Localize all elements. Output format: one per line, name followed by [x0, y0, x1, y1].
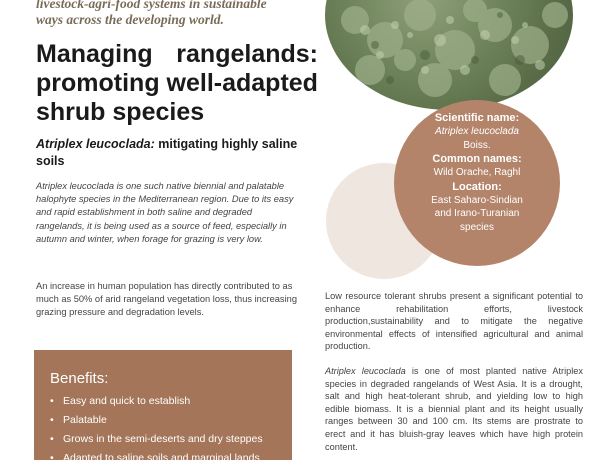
subtitle-rest: mitigating highly saline soils: [36, 137, 298, 168]
title-line-1: [36, 40, 318, 69]
scientific-name-value: Atriplex leucoclada: [435, 126, 519, 137]
scientific-name-author: Boiss.: [463, 139, 491, 151]
common-names-label: Common names:: [432, 153, 522, 165]
benefits-item: • Grows in the semi-deserts and dry steppes: [50, 430, 286, 449]
species-info-content: [394, 111, 560, 234]
common-names-value: Wild Orache, Raghl: [433, 167, 521, 178]
population-paragraph: An increase in human population has directly contributed to as much as 50% of arid rangeland vegetation loss, thus increasing grazing pressure and degradation levels.: [36, 281, 297, 318]
title-word-rangelands: rangelands:: [176, 40, 318, 68]
shrub-foliage-image: [325, 0, 573, 110]
subtitle-species: Atriplex leucoclada:: [36, 137, 155, 151]
benefits-item: • Palatable: [50, 411, 286, 430]
right-column-paragraph-2: [325, 365, 583, 453]
benefits-box: [34, 350, 292, 464]
title-word-managing: Managing: [36, 40, 153, 68]
benefits-item: • Easy and quick to establish: [50, 392, 286, 411]
benefits-heading: Benefits:: [50, 370, 109, 387]
header-tagline-line-2: ways across the developing world.: [36, 12, 224, 27]
header-tagline-line-1: livestock-agri-food systems in sustainable: [36, 0, 267, 11]
species-info-circle: [394, 100, 560, 266]
benefits-list: [50, 392, 286, 468]
right-column-species: Atriplex leucoclada: [325, 366, 406, 376]
location-value-line-3: species: [460, 221, 494, 233]
benefits-item: • Adapted to saline soils and marginal lands: [50, 449, 286, 468]
location-value-line-2: and Irano-Turanian: [434, 208, 520, 219]
right-column-paragraph-2-rest: is one of most planted native Atriplex species in degraded rangelands of West Asia. It is a drought, salt and high heat-tolerant shrub, and yielding low to high edible biomass. It is a biennial plant and its height usually ranges between 30 and 100 cm. Its stems are prostrate to erect and it has bluish-gray leaves which have high protein content.: [325, 366, 583, 452]
right-column-paragraph-1: Low resource tolerant shrubs present a significant potential to enhance rehabilitation efforts, livestock production,sustainability and to mitigate the negative environmental effects of intensified agricultural and animal production.: [325, 291, 583, 352]
subtitle: [36, 136, 316, 170]
location-label: Location:: [452, 180, 502, 193]
location-value-line-1: East Saharo-Sindian: [431, 194, 523, 206]
shrub-photo: [325, 0, 573, 110]
header-tagline: [36, 0, 326, 28]
scientific-name-label: Scientific name:: [434, 112, 520, 124]
title-line-2: promoting well-adapted: [36, 69, 318, 97]
page-title: [36, 40, 318, 127]
intro-paragraph: Atriplex leucoclada is one such native biennial and palatable halophyte species in the Mediterranean region. Due to its easy and rapid establishment in both saline and degraded rangelands, it is being used as a source of feed, especially in autumn and winter, when forage for grazing is very low.: [36, 181, 294, 244]
title-line-3: shrub species: [36, 98, 205, 126]
